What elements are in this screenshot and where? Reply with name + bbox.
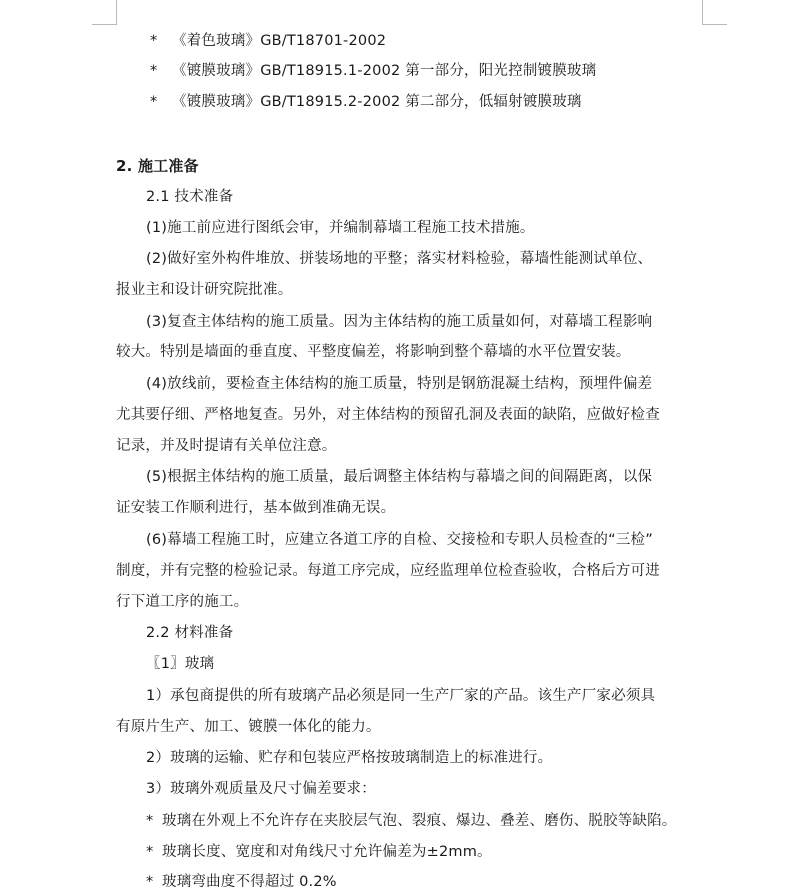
bullet-mark: *	[150, 94, 158, 110]
paragraph-line: 2）玻璃的运输、贮存和包装应严格按玻璃制造上的标准进行。	[146, 750, 553, 766]
paragraph-line: 证安装工作顺利进行，基本做到准确无误。	[116, 500, 396, 516]
paragraph-line: 1）承包商提供的所有玻璃产品必须是同一生产厂家的产品。该生产厂家必须具	[146, 688, 656, 704]
paragraph-line: 有原片生产、加工、镀膜一体化的能力。	[116, 719, 381, 735]
bullet-mark: *	[146, 813, 154, 829]
page-corner-mark-left	[92, 0, 117, 25]
standard-bullet-2: * 《镀膜玻璃》GB/T18915.1-2002 第一部分，阳光控制镀膜玻璃	[150, 63, 597, 79]
bullet-mark: *	[150, 63, 158, 79]
paragraph-line: 记录，并及时提请有关单位注意。	[116, 438, 337, 454]
paragraph-line: 制度，并有完整的检验记录。每道工序完成，应经监理单位检查验收，合格后方可进	[116, 563, 660, 579]
standard-bullet-1: * 《着色玻璃》GB/T18701-2002	[150, 33, 387, 49]
item-heading-glass: 〖1〗玻璃	[146, 656, 215, 672]
bullet-mark: *	[150, 33, 158, 49]
standard-bullet-3: * 《镀膜玻璃》GB/T18915.2-2002 第二部分，低辐射镀膜玻璃	[150, 94, 582, 110]
subsection-heading-tech: 2.1 技术准备	[146, 189, 234, 205]
paragraph-line: 尤其要仔细、严格地复查。另外，对主体结构的预留孔洞及表面的缺陷，应做好检查	[116, 407, 660, 423]
paragraph-line: (6)幕墙工程施工时，应建立各道工序的自检、交接检和专职人员检查的“三检”	[146, 532, 653, 548]
bullet-mark: *	[146, 844, 154, 860]
section-heading: 2. 施工准备	[116, 157, 199, 175]
paragraph-line: 较大。特别是墙面的垂直度、平整度偏差，将影响到整个幕墙的水平位置安装。	[116, 344, 631, 360]
paragraph-line: 报业主和设计研究院批准。	[116, 282, 293, 298]
paragraph-line: (3)复查主体结构的施工质量。因为主体结构的施工质量如何，对幕墙工程影响	[146, 314, 653, 330]
requirement-bullet-2: * 玻璃长度、宽度和对角线尺寸允许偏差为±2mm。	[146, 844, 492, 860]
paragraph-line: 3）玻璃外观质量及尺寸偏差要求：	[146, 781, 376, 797]
subsection-heading-material: 2.2 材料准备	[146, 625, 234, 641]
paragraph-line: (1)施工前应进行图纸会审，并编制幕墙工程施工技术措施。	[146, 220, 535, 236]
requirement-bullet-1: * 玻璃在外观上不允许存在夹胶层气泡、裂痕、爆边、叠差、磨伤、脱胶等缺陷。	[146, 813, 677, 829]
requirement-bullet-3: * 玻璃弯曲度不得超过 0.2%	[146, 874, 337, 890]
paragraph-line: (2)做好室外构件堆放、拼装场地的平整；落实材料检验，幕墙性能测试单位、	[146, 251, 653, 267]
bullet-mark: *	[146, 874, 154, 890]
paragraph-line: (4)放线前，要检查主体结构的施工质量，特别是钢筋混凝土结构，预埋件偏差	[146, 376, 653, 392]
page-corner-mark-right	[702, 0, 727, 25]
paragraph-line: (5)根据主体结构的施工质量，最后调整主体结构与幕墙之间的间隔距离，以保	[146, 469, 653, 485]
paragraph-line: 行下道工序的施工。	[116, 594, 249, 610]
